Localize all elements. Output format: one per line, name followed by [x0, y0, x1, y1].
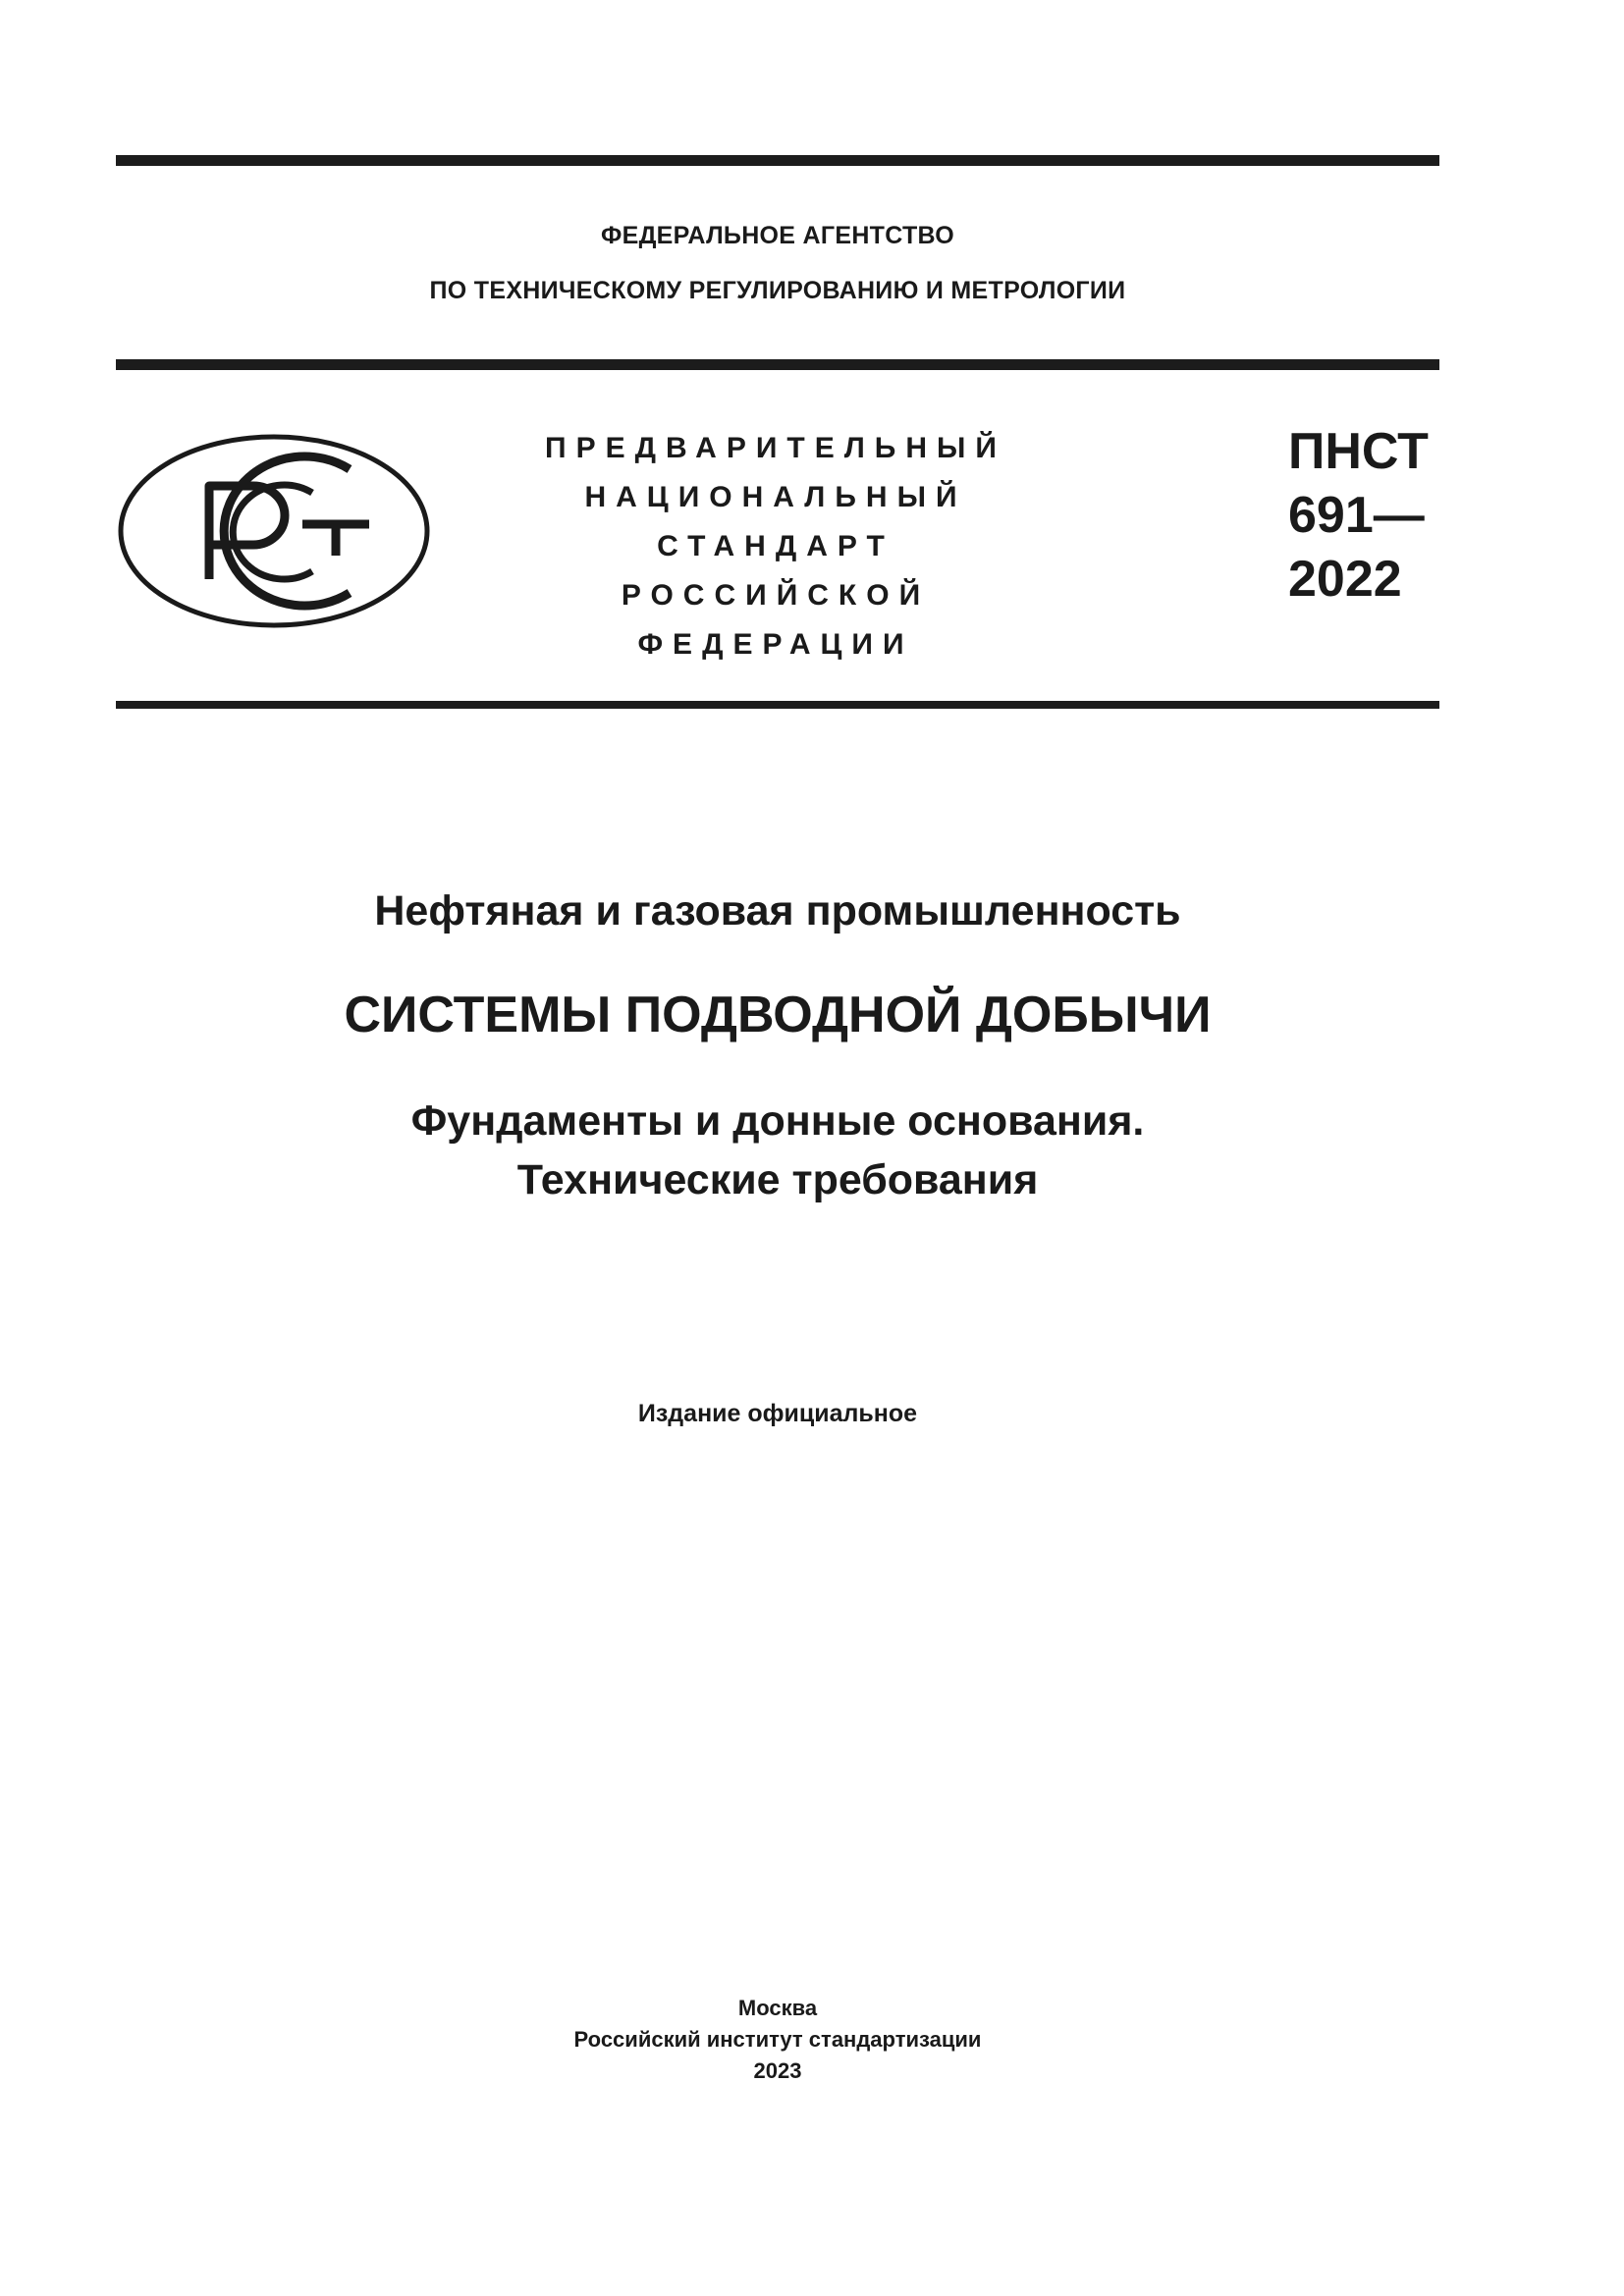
subtitle-line1: Фундаменты и донные основания. [410, 1097, 1145, 1145]
standard-type-line: ФЕДЕРАЦИИ [637, 628, 914, 661]
standard-type-line: НАЦИОНАЛЬНЫЙ [584, 481, 967, 513]
agency-name-line2: ПО ТЕХНИЧЕСКОМУ РЕГУЛИРОВАНИЮ И МЕТРОЛОГИИ [429, 277, 1126, 304]
standard-prefix: ПНСТ [1288, 423, 1429, 480]
imprint-year: 2023 [753, 2058, 802, 2083]
gost-r-logo-icon [116, 432, 432, 630]
standard-number: 691— [1288, 487, 1425, 544]
imprint-publisher: Российский институт стандартизации [573, 2027, 982, 2052]
bottom-rule [116, 701, 1439, 709]
industry-title: Нефтяная и газовая промышленность [374, 887, 1181, 934]
standard-type-heading [501, 424, 1051, 669]
agency-name-line1: ФЕДЕРАЛЬНОЕ АГЕНТСТВО [600, 222, 955, 249]
edition-note: Издание официальное [637, 1400, 918, 1427]
subtitle [116, 1092, 1439, 1209]
imprint [116, 1993, 1439, 2087]
standard-type-line: РОССИЙСКОЙ [621, 579, 931, 612]
main-title: СИСТЕМЫ ПОДВОДНОЙ ДОБЫЧИ [344, 987, 1212, 1043]
top-rule [116, 155, 1439, 166]
middle-rule [116, 359, 1439, 370]
standard-type-line: СТАНДАРТ [657, 530, 894, 562]
imprint-city: Москва [737, 1996, 818, 2020]
subtitle-line2: Технические требования [516, 1156, 1039, 1203]
standard-year: 2022 [1288, 551, 1402, 608]
standard-designation [1288, 420, 1445, 612]
standard-type-line: ПРЕДВАРИТЕЛЬНЫЙ [545, 432, 1006, 464]
